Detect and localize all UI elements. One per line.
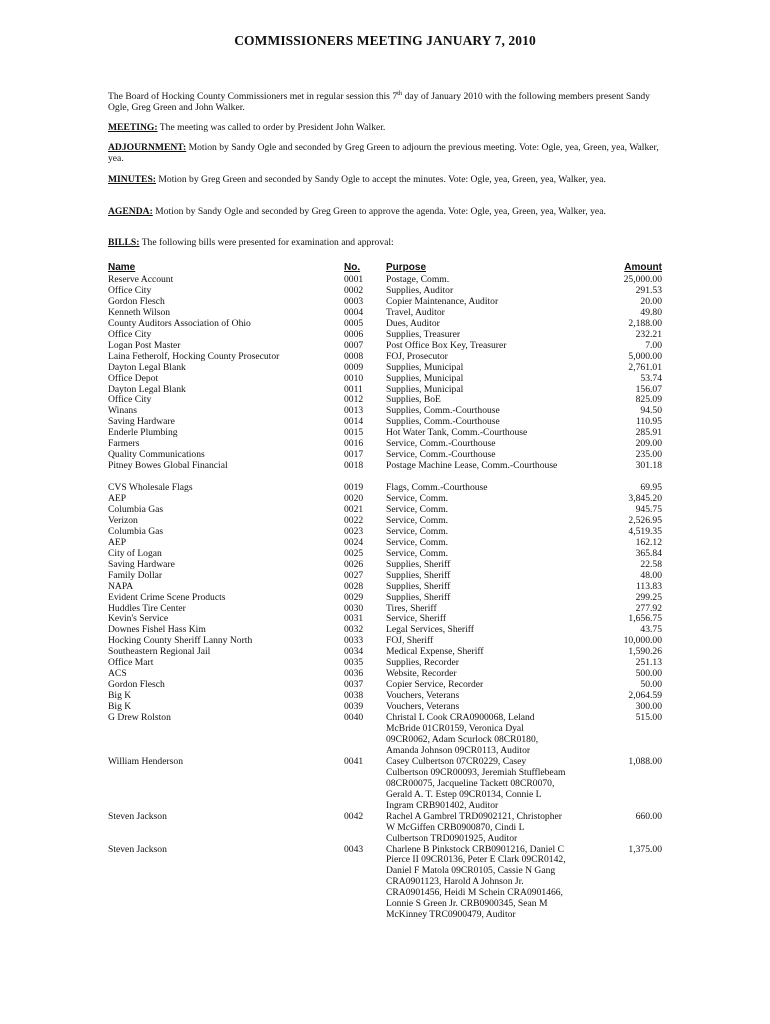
row-purpose: Supplies, Municipal <box>386 361 464 373</box>
intro-text-after: day of January 2010 with the following members present Sandy Ogle, Greg Green and John Walker. <box>108 91 650 113</box>
row-number: 0007 <box>344 339 364 351</box>
agenda-text: Motion by Sandy Ogle and seconded by Greg Green to approve the agenda. Vote: Ogle, yea, Green, yea, Walker, yea. <box>152 206 606 217</box>
row-number: 0023 <box>344 525 364 537</box>
row-number: 0039 <box>344 701 364 713</box>
row-number: 0003 <box>344 295 364 307</box>
row-amount: 3,845.20 <box>628 493 662 504</box>
bills-label: BILLS: <box>108 237 140 248</box>
intro-superscript: th <box>397 90 403 97</box>
row-name: Pitney Bowes Global Financial <box>108 460 228 472</box>
row-purpose: Service, Comm. <box>386 514 449 526</box>
row-number: 0018 <box>344 460 364 472</box>
row-number: 0009 <box>344 361 364 373</box>
row-purpose: Copier Maintenance, Auditor <box>386 295 499 307</box>
row-name: AEP <box>108 536 127 548</box>
row-name: Office Mart <box>108 657 154 669</box>
row-purpose: Service, Comm.-Courthouse <box>386 438 496 450</box>
table-row <box>108 757 668 812</box>
row-name: ACS <box>108 668 127 680</box>
row-number: 0004 <box>344 306 364 318</box>
row-amount: 1,656.75 <box>628 613 662 625</box>
row-name: Dayton Legal Blank <box>108 361 186 373</box>
row-number: 0025 <box>344 547 364 559</box>
row-number: 0022 <box>344 514 364 526</box>
row-amount: 1,088.00 <box>628 755 662 767</box>
row-number: 0020 <box>344 493 364 504</box>
bills-table <box>108 261 668 921</box>
row-name: Winans <box>108 405 137 417</box>
row-purpose: Service, Sheriff <box>386 613 447 625</box>
row-purpose: Postage Machine Lease, Comm.-Courthouse <box>386 460 558 472</box>
bills-text: The following bills were presented for examination and approval: <box>139 237 394 248</box>
row-amount: 5,000.00 <box>628 350 662 362</box>
row-amount: 235.00 <box>635 449 662 461</box>
row-purpose: Service, Comm. <box>386 536 449 548</box>
row-purpose: Legal Services, Sheriff <box>386 624 475 636</box>
minutes-label: MINUTES: <box>108 174 156 185</box>
row-amount: 22.58 <box>640 558 662 570</box>
row-amount: 10,000.00 <box>623 635 662 647</box>
row-amount: 825.09 <box>635 394 662 406</box>
row-purpose: Christal L Cook CRA0900068, Leland McBride 01CR0159, Veronica Dyal 09CR0062, Adam Scurlock 08CR0180, Amanda Johnson 09CR0113, Auditor <box>386 712 539 756</box>
row-name: Office City <box>108 394 152 406</box>
row-purpose: Supplies, BoE <box>386 394 441 406</box>
agenda-paragraph <box>108 206 668 217</box>
row-name: CVS Wholesale Flags <box>108 482 193 494</box>
row-name: Enderle Plumbing <box>108 427 178 439</box>
row-purpose: FOJ, Prosecutor <box>386 350 448 362</box>
row-name: Southeastern Regional Jail <box>108 646 211 658</box>
row-amount: 94.50 <box>640 405 662 417</box>
row-number: 0036 <box>344 668 364 680</box>
header-name: Name <box>108 262 136 273</box>
row-purpose: Supplies, Recorder <box>386 657 460 669</box>
row-purpose: Service, Comm. <box>386 525 449 537</box>
row-purpose: Supplies, Comm.-Courthouse <box>386 405 500 417</box>
row-name: Office City <box>108 284 152 296</box>
row-amount: 299.25 <box>635 591 662 603</box>
row-number: 0034 <box>344 646 364 658</box>
row-amount: 69.95 <box>640 482 662 494</box>
bills-table-header <box>108 261 668 275</box>
row-name: Laina Fetherolf, Hocking County Prosecutor <box>108 350 280 362</box>
row-number: 0011 <box>344 383 363 395</box>
row-amount: 2,761.01 <box>628 361 662 373</box>
row-purpose: Supplies, Sheriff <box>386 580 451 592</box>
row-purpose: Post Office Box Key, Treasurer <box>386 339 507 351</box>
row-amount: 515.00 <box>635 712 662 724</box>
adjournment-paragraph <box>108 142 668 164</box>
row-purpose: Hot Water Tank, Comm.-Courthouse <box>386 427 528 439</box>
agenda-label: AGENDA: <box>108 206 153 217</box>
row-name: Farmers <box>108 438 140 450</box>
row-name: NAPA <box>108 580 134 592</box>
page-title: COMMISSIONERS MEETING JANUARY 7, 2010 <box>234 33 536 48</box>
row-number: 0012 <box>344 394 364 406</box>
row-number: 0041 <box>344 755 364 767</box>
minutes-paragraph <box>108 174 668 185</box>
row-number: 0031 <box>344 613 364 625</box>
row-amount: 232.21 <box>635 328 662 340</box>
meeting-text: The meeting was called to order by President John Walker. <box>157 122 386 133</box>
row-name: Office Depot <box>108 372 159 384</box>
row-amount: 2,526.95 <box>628 514 662 526</box>
row-number: 0040 <box>344 712 364 724</box>
header-purpose: Purpose <box>386 262 427 273</box>
row-amount: 277.92 <box>635 602 662 614</box>
row-name: Downes Fishel Hass Kim <box>108 624 206 636</box>
row-amount: 49.80 <box>640 306 662 318</box>
row-number: 0001 <box>344 274 364 285</box>
row-number: 0010 <box>344 372 364 384</box>
row-name: Verizon <box>108 514 138 526</box>
row-purpose: Postage, Comm. <box>386 274 450 285</box>
row-amount: 156.07 <box>635 383 662 395</box>
row-number: 0014 <box>344 416 364 428</box>
row-name: Kenneth Wilson <box>108 306 171 318</box>
row-amount: 20.00 <box>640 295 662 307</box>
row-purpose: FOJ, Sheriff <box>386 635 434 647</box>
table-row <box>108 374 668 385</box>
row-amount: 2,064.59 <box>628 690 662 702</box>
row-purpose: Vouchers, Veterans <box>386 701 460 713</box>
row-number: 0019 <box>344 482 364 494</box>
row-purpose: Supplies, Sheriff <box>386 591 451 603</box>
row-name: Evident Crime Scene Products <box>108 591 226 603</box>
meeting-label: MEETING: <box>108 122 158 133</box>
row-number: 0015 <box>344 427 364 439</box>
table-row <box>108 593 668 604</box>
row-purpose: Supplies, Comm.-Courthouse <box>386 416 500 428</box>
row-number: 0029 <box>344 591 364 603</box>
row-number: 0027 <box>344 569 364 581</box>
row-name: Kevin's Service <box>108 613 169 625</box>
row-name: Huddles Tire Center <box>108 602 186 614</box>
row-purpose: Charlene B Pinkstock CRB0901216, Daniel C Pierce II 09CR0136, Peter E Clark 09CR0142, Daniel F Matola 09CR0105, Cassie N Gang CRA0901123, Harold A Johnson Jr. CRA0901456, Heidi M Schein CRA0901466, Lonnie S Green Jr. CRB0900345, Sean M McKinney TRC0900479, Auditor <box>386 843 566 921</box>
row-name: William Henderson <box>108 755 184 767</box>
row-name: Saving Hardware <box>108 416 175 428</box>
row-amount: 209.00 <box>635 438 662 450</box>
header-no: No. <box>344 262 361 273</box>
row-amount: 285.91 <box>635 427 662 439</box>
row-name: AEP <box>108 493 127 504</box>
row-name: Reserve Account <box>108 274 174 285</box>
row-name: Saving Hardware <box>108 558 175 570</box>
adjournment-label: ADJOURNMENT: <box>108 142 187 153</box>
row-amount: 945.75 <box>635 503 662 515</box>
bills-table-body <box>108 275 668 921</box>
row-number: 0008 <box>344 350 364 362</box>
row-name: Steven Jackson <box>108 810 167 822</box>
row-purpose: Supplies, Municipal <box>386 383 464 395</box>
row-number: 0043 <box>344 843 364 855</box>
row-purpose: Medical Expense, Sheriff <box>386 646 484 658</box>
row-number: 0033 <box>344 635 364 647</box>
table-row <box>108 582 668 593</box>
row-purpose: Travel, Auditor <box>386 306 445 318</box>
header-amount: Amount <box>624 262 662 273</box>
row-amount: 4,519.35 <box>628 525 662 537</box>
minutes-text: Motion by Greg Green and seconded by Sandy Ogle to accept the minutes. Vote: Ogle, yea, Green, yea, Walker, yea. <box>155 174 606 185</box>
row-name: Steven Jackson <box>108 843 167 855</box>
intro-text-before: The Board of Hocking County Commissioners met in regular session this 7 <box>108 91 398 102</box>
row-name: Dayton Legal Blank <box>108 383 186 395</box>
row-amount: 113.83 <box>635 580 662 592</box>
row-number: 0016 <box>344 438 364 450</box>
row-amount: 500.00 <box>635 668 662 680</box>
row-number: 0042 <box>344 810 364 822</box>
meeting-paragraph <box>108 122 668 133</box>
row-name: Gordon Flesch <box>108 679 165 691</box>
row-amount: 48.00 <box>640 569 662 581</box>
row-number: 0028 <box>344 580 364 592</box>
row-name: Columbia Gas <box>108 525 164 537</box>
row-name: City of Logan <box>108 547 162 559</box>
row-amount: 291.53 <box>635 284 662 296</box>
row-number: 0002 <box>344 284 364 296</box>
row-name: G Drew Rolston <box>108 712 171 724</box>
row-amount: 300.00 <box>635 701 662 713</box>
row-purpose: Service, Comm. <box>386 503 449 515</box>
adjournment-text: Motion by Sandy Ogle and seconded by Greg Green to adjourn the previous meeting. Vote: Ogle, yea, Green, yea, Walker, yea. <box>108 142 659 164</box>
row-name: Gordon Flesch <box>108 295 165 307</box>
row-purpose: Supplies, Municipal <box>386 372 464 384</box>
row-purpose: Service, Comm. <box>386 493 449 504</box>
table-row <box>108 461 668 472</box>
row-purpose: Service, Comm. <box>386 547 449 559</box>
row-number: 0021 <box>344 503 364 515</box>
bills-paragraph <box>108 237 668 248</box>
row-amount: 7.00 <box>645 339 662 351</box>
row-name: Family Dollar <box>108 569 163 581</box>
row-amount: 660.00 <box>635 810 662 822</box>
row-name: Columbia Gas <box>108 503 164 515</box>
table-row <box>108 363 668 374</box>
row-number: 0035 <box>344 657 364 669</box>
row-name: Quality Communications <box>108 449 205 461</box>
row-amount: 110.95 <box>635 416 662 428</box>
intro-paragraph <box>108 91 668 113</box>
row-name: Big K <box>108 690 132 702</box>
row-purpose: Supplies, Auditor <box>386 284 454 296</box>
row-number: 0032 <box>344 624 364 636</box>
row-name: Office City <box>108 328 152 340</box>
row-name: Hocking County Sheriff Lanny North <box>108 635 253 647</box>
row-number: 0006 <box>344 328 364 340</box>
row-purpose: Tires, Sheriff <box>386 602 437 614</box>
row-number: 0017 <box>344 449 364 461</box>
row-purpose: Vouchers, Veterans <box>386 690 460 702</box>
row-amount: 301.18 <box>635 460 662 472</box>
row-amount: 53.74 <box>640 372 662 384</box>
row-name: Logan Post Master <box>108 339 181 351</box>
row-purpose: Service, Comm.-Courthouse <box>386 449 496 461</box>
row-purpose: Rachel A Gambrel TRD0902121, Christopher W McGiffen CRB0900870, Cindi L Culbertson TRD0901925, Auditor <box>386 810 562 844</box>
table-row <box>108 713 668 757</box>
row-purpose: Website, Recorder <box>386 668 457 680</box>
row-purpose: Supplies, Sheriff <box>386 569 451 581</box>
row-amount: 365.84 <box>635 547 662 559</box>
row-number: 0038 <box>344 690 364 702</box>
row-number: 0005 <box>344 317 364 329</box>
row-purpose: Flags, Comm.-Courthouse <box>386 482 488 494</box>
row-name: County Auditors Association of Ohio <box>108 317 251 329</box>
row-purpose: Supplies, Sheriff <box>386 558 451 570</box>
row-amount: 1,375.00 <box>628 843 662 855</box>
row-name: Big K <box>108 701 132 713</box>
table-row <box>108 571 668 582</box>
row-number: 0024 <box>344 536 364 548</box>
row-number: 0030 <box>344 602 364 614</box>
row-number: 0026 <box>344 558 364 570</box>
row-amount: 43.75 <box>640 624 662 636</box>
row-number: 0013 <box>344 405 364 417</box>
table-row <box>108 812 668 845</box>
row-amount: 2,188.00 <box>628 317 662 329</box>
row-purpose: Copier Service, Recorder <box>386 679 484 691</box>
row-amount: 1,590.26 <box>628 646 662 658</box>
row-amount: 251.13 <box>635 657 662 669</box>
row-amount: 50.00 <box>640 679 662 691</box>
row-purpose: Dues, Auditor <box>386 317 440 329</box>
row-purpose: Supplies, Treasurer <box>386 328 461 340</box>
table-row <box>108 352 668 363</box>
row-amount: 162.12 <box>635 536 662 548</box>
table-row <box>108 845 668 922</box>
row-purpose: Casey Culbertson 07CR0229, Casey Culbertson 09CR00093, Jeremiah Stufflebeam 08CR00075, Jacqueline Tackett 08CR0070, Gerald A. T. Estep 09CR0134, Connie L Ingram CRB901402, Auditor <box>386 755 566 811</box>
row-number: 0037 <box>344 679 364 691</box>
row-amount: 25,000.00 <box>623 274 662 285</box>
